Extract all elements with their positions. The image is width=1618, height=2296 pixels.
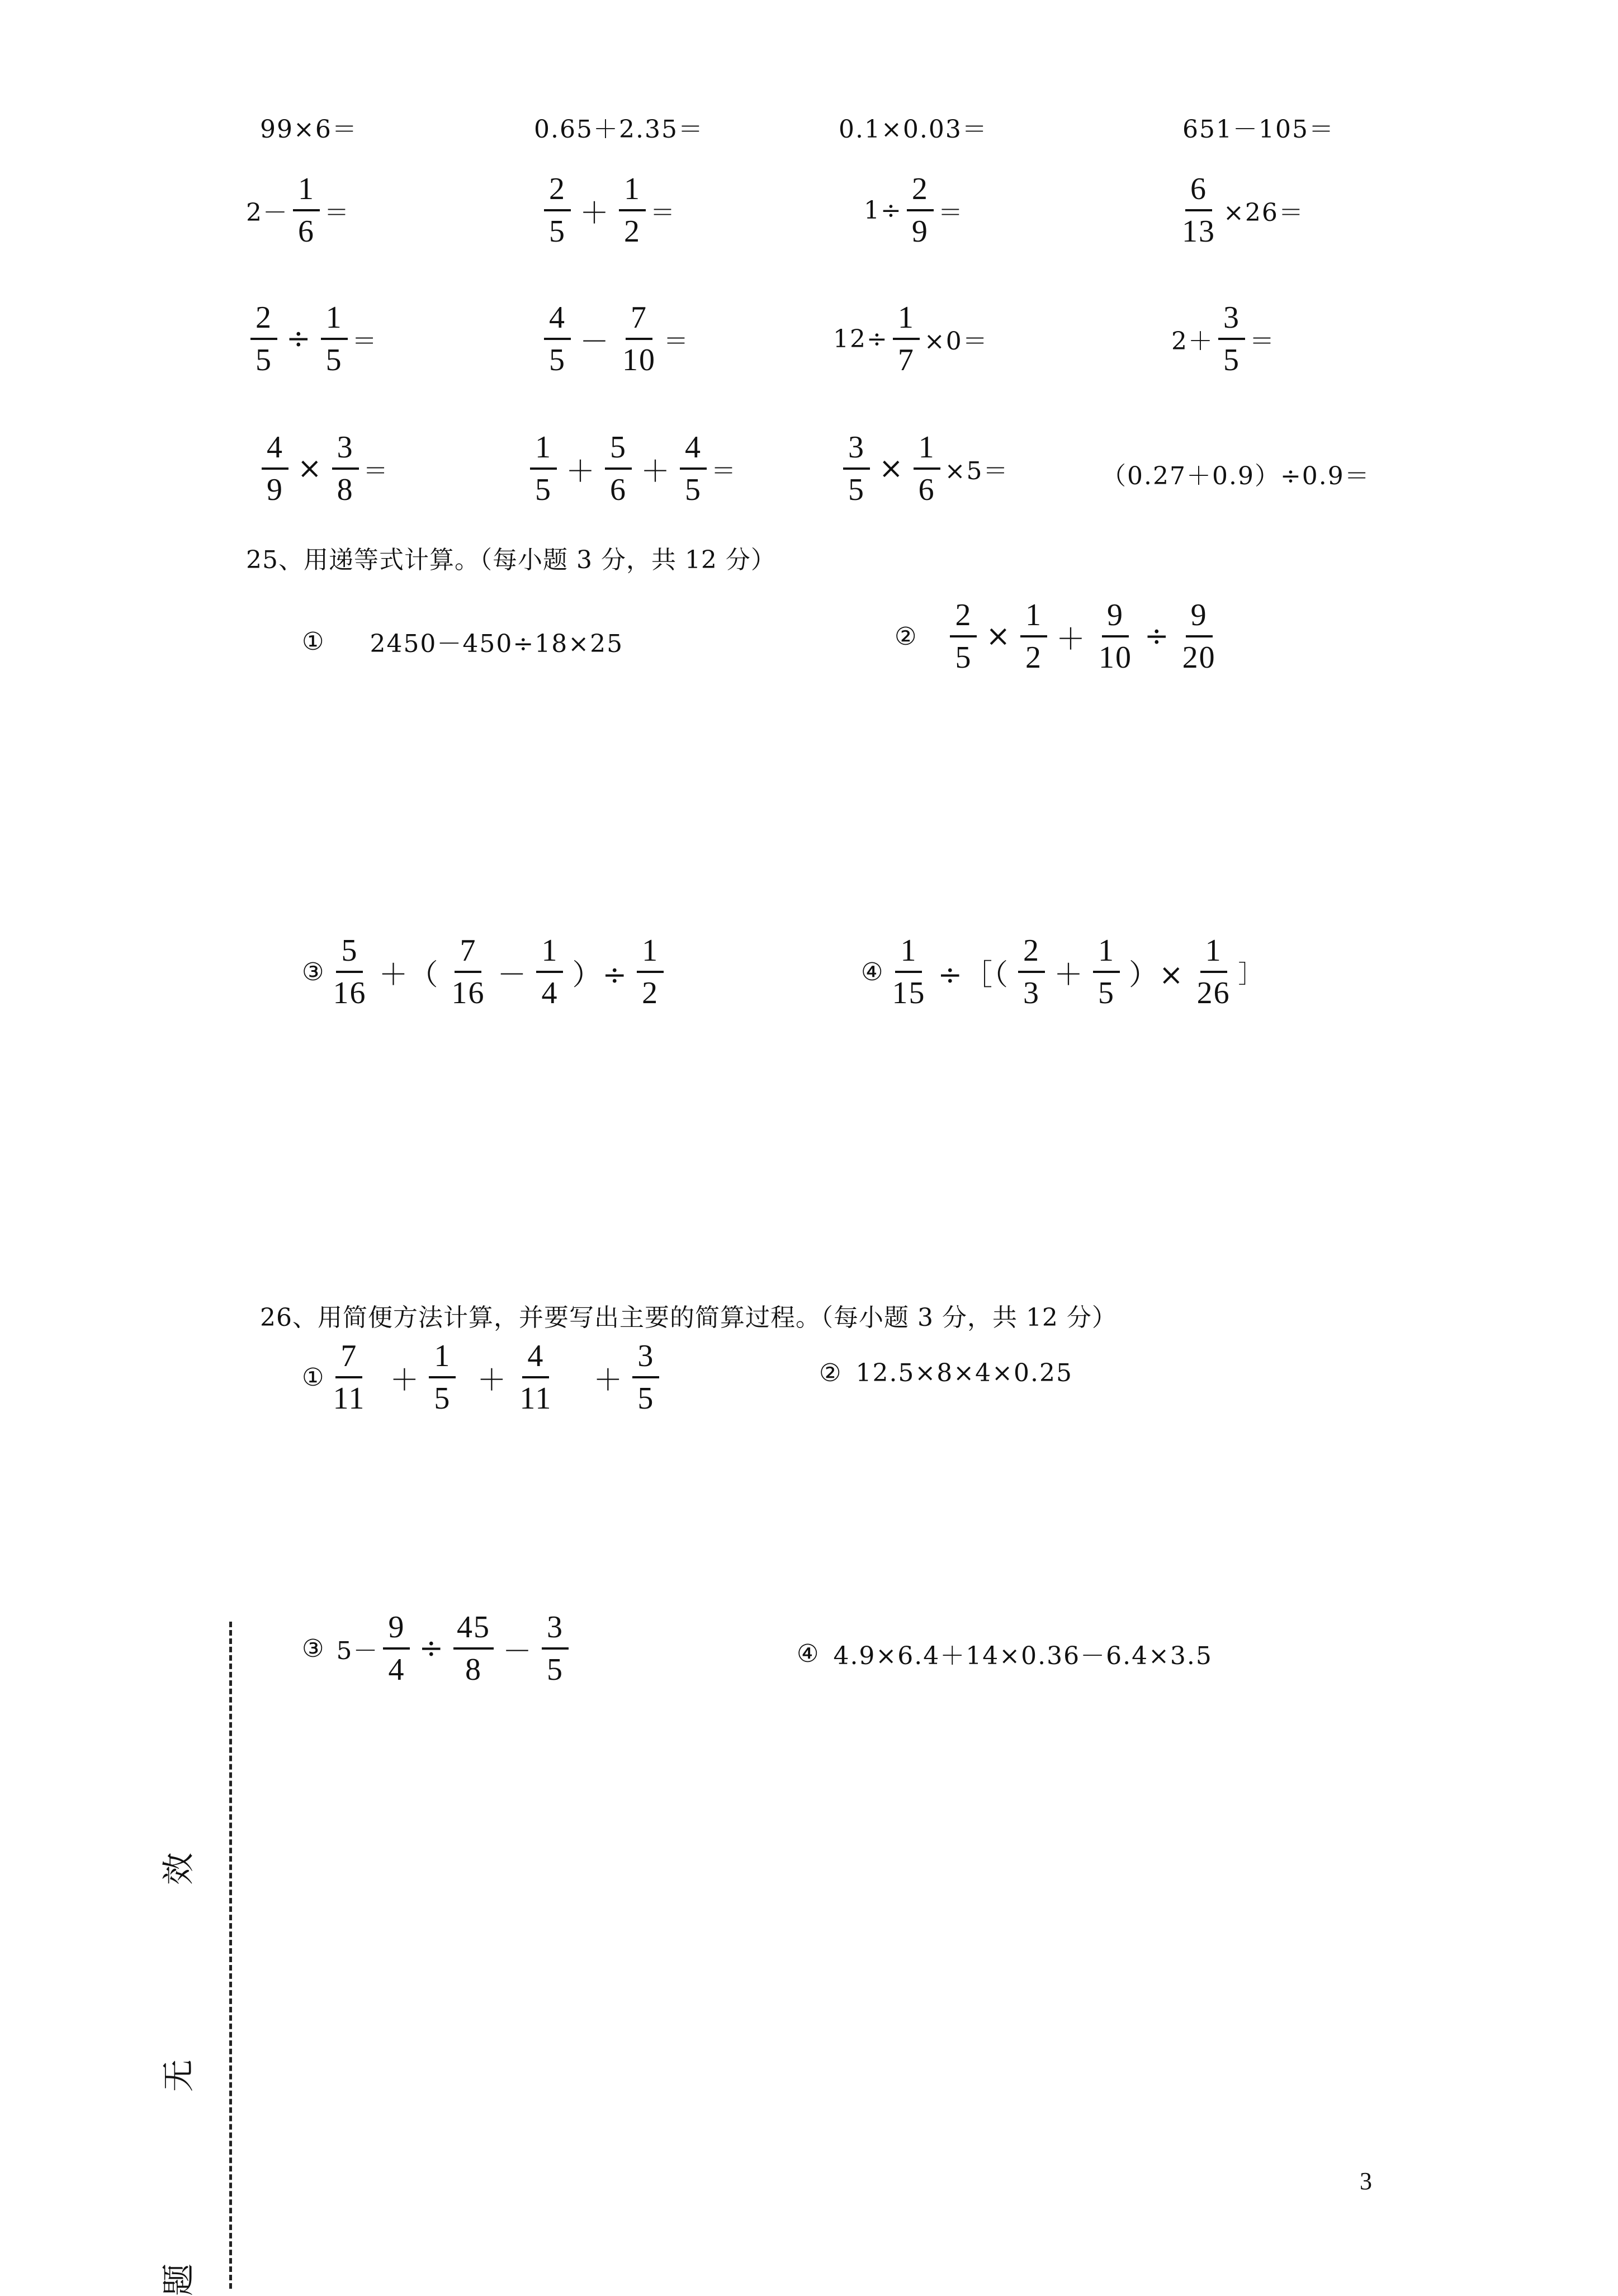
suffix: ＝ xyxy=(711,457,737,486)
problem-row4-c xyxy=(839,431,1009,507)
numerator: 2 xyxy=(907,172,934,211)
operator: ÷ xyxy=(419,1632,445,1666)
operator: ＋ xyxy=(1054,958,1085,992)
page-number: 3 xyxy=(1360,2167,1372,2195)
fraction xyxy=(1194,934,1234,1010)
question-26-heading: 26、用简便方法计算，并要写出主要的简算过程。（每小题 3 分，共 12 分） xyxy=(260,1303,1117,1332)
denominator: 20 xyxy=(1182,640,1216,675)
expression-text: 2450－450÷18×25 xyxy=(370,630,624,658)
q25-problem-1 xyxy=(302,623,623,659)
expression-text: 12.5×8×4×0.25 xyxy=(855,1359,1073,1387)
denominator: 8 xyxy=(337,473,354,508)
numerator: 3 xyxy=(843,431,870,470)
denominator: 5 xyxy=(549,214,566,249)
denominator: 5 xyxy=(685,473,702,508)
numerator: 9 xyxy=(383,1610,410,1650)
numerator: 1 xyxy=(637,934,664,973)
fraction xyxy=(542,1610,569,1687)
operator: － xyxy=(580,325,611,359)
suffix: ＝ xyxy=(352,327,378,356)
operator: ）÷ xyxy=(572,958,628,992)
denominator: 15 xyxy=(892,976,926,1011)
denominator: 5 xyxy=(549,343,566,378)
problem-row1-c: 0.1×0.03＝ xyxy=(839,115,988,144)
numerator: 1 xyxy=(893,301,920,340)
suffix: ×5＝ xyxy=(944,457,1009,486)
numerator: 2 xyxy=(1018,934,1045,973)
numerator: 1 xyxy=(1020,598,1047,637)
denominator: 2 xyxy=(624,214,641,249)
fraction xyxy=(632,1339,659,1416)
question-25-heading: 25、用递等式计算。（每小题 3 分，共 12 分） xyxy=(246,546,776,574)
binding-margin-dashed-line xyxy=(229,1622,232,2289)
fraction xyxy=(950,598,977,675)
fraction xyxy=(448,934,488,1010)
operator: ＋ xyxy=(580,196,611,230)
denominator: 13 xyxy=(1182,214,1215,249)
denominator: 10 xyxy=(1099,640,1133,675)
fraction xyxy=(453,1610,494,1687)
problem-row3-d xyxy=(1171,301,1275,377)
denominator: 26 xyxy=(1196,976,1231,1011)
numerator: 45 xyxy=(453,1610,494,1650)
denominator: 6 xyxy=(298,214,315,249)
prefix: 1÷ xyxy=(864,196,902,225)
expression-text: 4.9×6.4＋14×0.36－6.4×3.5 xyxy=(833,1642,1213,1670)
suffix: ］ xyxy=(1238,960,1264,989)
fraction xyxy=(516,1339,555,1416)
problem-row1-d: 651－105＝ xyxy=(1182,115,1335,144)
fraction xyxy=(329,934,370,1010)
numerator: 1 xyxy=(619,172,646,211)
q26-problem-4 xyxy=(797,1636,1213,1671)
q25-problem-3 xyxy=(302,934,668,1010)
fraction xyxy=(907,172,934,249)
denominator: 2 xyxy=(1025,640,1043,675)
numerator: 5 xyxy=(605,431,632,470)
fraction xyxy=(680,431,707,507)
numerator: 7 xyxy=(455,934,481,973)
suffix: ＝ xyxy=(363,457,389,486)
prefix: 2＋ xyxy=(1171,327,1214,356)
problem-row1-a: 99×6＝ xyxy=(260,115,358,144)
problem-row4-b xyxy=(526,431,737,507)
fraction xyxy=(1179,172,1219,249)
fraction xyxy=(914,431,940,507)
fraction xyxy=(637,934,664,1010)
denominator: 5 xyxy=(637,1381,655,1416)
suffix: ＝ xyxy=(650,199,676,228)
operator: ＋ xyxy=(641,455,671,489)
fraction xyxy=(1093,934,1120,1010)
operator: × xyxy=(879,452,905,486)
denominator: 5 xyxy=(256,343,272,378)
operator: ÷ xyxy=(1144,620,1170,654)
item-marker: ① xyxy=(302,627,325,656)
fraction xyxy=(250,301,277,377)
numerator: 7 xyxy=(626,301,652,340)
numerator: 4 xyxy=(522,1339,549,1378)
denominator: 16 xyxy=(451,976,485,1011)
problem-row2-c xyxy=(864,172,964,249)
fraction xyxy=(429,1339,456,1416)
fraction xyxy=(332,431,359,507)
operator: ÷ xyxy=(286,322,312,356)
numerator: 3 xyxy=(542,1610,569,1650)
numerator: 1 xyxy=(1200,934,1227,973)
fraction xyxy=(619,172,646,249)
problem-row1-b: 0.65＋2.35＝ xyxy=(534,115,704,144)
q25-problem-2 xyxy=(895,598,1224,675)
suffix: ＝ xyxy=(664,327,690,356)
prefix: 2－ xyxy=(246,199,288,228)
operator: － xyxy=(497,958,528,992)
margin-text-2: 无 xyxy=(159,2059,198,2092)
numerator: 2 xyxy=(250,301,277,340)
operator: ＋ xyxy=(477,1363,508,1397)
numerator: 1 xyxy=(530,431,557,470)
item-marker: ① xyxy=(302,1363,325,1392)
denominator: 5 xyxy=(325,343,343,378)
denominator: 9 xyxy=(911,214,929,249)
problem-row2-d xyxy=(1174,172,1304,249)
q26-problem-1 xyxy=(302,1339,664,1416)
numerator: 1 xyxy=(914,431,940,470)
q26-problem-3 xyxy=(302,1610,573,1687)
problem-row4-a xyxy=(257,431,389,507)
numerator: 4 xyxy=(544,301,571,340)
operator: ）× xyxy=(1129,958,1185,992)
numerator: 3 xyxy=(632,1339,659,1378)
item-marker: ③ xyxy=(302,957,325,986)
q25-problem-4 xyxy=(861,934,1264,1010)
denominator: 4 xyxy=(388,1652,405,1688)
fraction xyxy=(544,172,571,249)
problem-row4-d: （0.27＋0.9）÷0.9＝ xyxy=(1101,462,1370,490)
operator: － xyxy=(503,1634,533,1669)
problem-row2-a xyxy=(246,172,350,249)
suffix: ＝ xyxy=(324,199,350,228)
item-marker: ④ xyxy=(797,1639,820,1668)
suffix: ＝ xyxy=(938,199,964,228)
denominator: 5 xyxy=(1223,343,1240,378)
fraction xyxy=(262,431,288,507)
operator: × xyxy=(297,452,323,486)
denominator: 5 xyxy=(848,473,865,508)
numerator: 9 xyxy=(1186,598,1213,637)
numerator: 1 xyxy=(895,934,922,973)
numerator: 4 xyxy=(262,431,288,470)
fraction xyxy=(843,431,870,507)
numerator: 1 xyxy=(1093,934,1120,973)
numerator: 1 xyxy=(321,301,348,340)
numerator: 3 xyxy=(332,431,359,470)
suffix: ×26＝ xyxy=(1223,199,1304,228)
denominator: 2 xyxy=(642,976,659,1011)
numerator: 3 xyxy=(1218,301,1245,340)
denominator: 5 xyxy=(955,640,972,675)
numerator: 1 xyxy=(293,172,320,211)
fraction xyxy=(1179,598,1219,675)
fraction xyxy=(321,301,348,377)
denominator: 9 xyxy=(267,473,283,508)
item-marker: ④ xyxy=(861,957,884,986)
fraction xyxy=(383,1610,410,1687)
problem-row3-c xyxy=(833,301,988,377)
operator: ＋ xyxy=(1056,622,1087,656)
fraction xyxy=(1218,301,1245,377)
margin-text-3: 题 xyxy=(159,2263,198,2296)
numerator: 9 xyxy=(1102,598,1129,637)
denominator: 5 xyxy=(1098,976,1115,1011)
operator: ＋ xyxy=(566,455,597,489)
fraction xyxy=(893,301,920,377)
denominator: 5 xyxy=(535,473,552,508)
fraction xyxy=(293,172,320,249)
problem-row3-a xyxy=(246,301,378,377)
item-marker: ③ xyxy=(302,1634,325,1663)
prefix: 12÷ xyxy=(833,324,888,353)
fraction xyxy=(1018,934,1045,1010)
denominator: 11 xyxy=(519,1381,552,1416)
denominator: 7 xyxy=(897,343,915,378)
denominator: 3 xyxy=(1023,976,1040,1011)
operator: ＋ xyxy=(390,1363,420,1397)
numerator: 1 xyxy=(429,1339,456,1378)
operator: ＋（ xyxy=(379,958,439,992)
item-marker: ② xyxy=(819,1359,843,1387)
denominator: 10 xyxy=(622,343,656,378)
problem-row2-b xyxy=(540,172,676,249)
operator: ＋ xyxy=(593,1363,624,1397)
numerator: 2 xyxy=(950,598,977,637)
fraction xyxy=(544,301,571,377)
prefix: 5－ xyxy=(336,1637,379,1666)
fraction xyxy=(530,431,557,507)
numerator: 1 xyxy=(536,934,563,973)
numerator: 5 xyxy=(336,934,363,973)
denominator: 8 xyxy=(465,1652,482,1688)
numerator: 4 xyxy=(680,431,707,470)
suffix: ＝ xyxy=(1250,327,1275,356)
problem-row3-b xyxy=(540,301,689,377)
numerator: 2 xyxy=(544,172,571,211)
denominator: 4 xyxy=(541,976,559,1011)
fraction xyxy=(619,301,659,377)
denominator: 6 xyxy=(610,473,627,508)
denominator: 6 xyxy=(918,473,935,508)
denominator: 5 xyxy=(434,1381,451,1416)
fraction xyxy=(1020,598,1047,675)
suffix: ×0＝ xyxy=(924,327,988,356)
margin-text-1: 效 xyxy=(159,1852,198,1886)
denominator: 11 xyxy=(333,1381,366,1416)
item-marker: ② xyxy=(895,622,918,651)
numerator: 7 xyxy=(335,1339,362,1378)
fraction xyxy=(329,1339,368,1416)
operator: ÷［（ xyxy=(938,958,1010,992)
fraction xyxy=(888,934,929,1010)
denominator: 16 xyxy=(333,976,367,1011)
q26-problem-2 xyxy=(819,1359,1073,1387)
operator: × xyxy=(986,620,1012,654)
fraction xyxy=(536,934,563,1010)
denominator: 5 xyxy=(547,1652,564,1688)
fraction xyxy=(1095,598,1136,675)
fraction xyxy=(605,431,632,507)
numerator: 6 xyxy=(1185,172,1212,211)
